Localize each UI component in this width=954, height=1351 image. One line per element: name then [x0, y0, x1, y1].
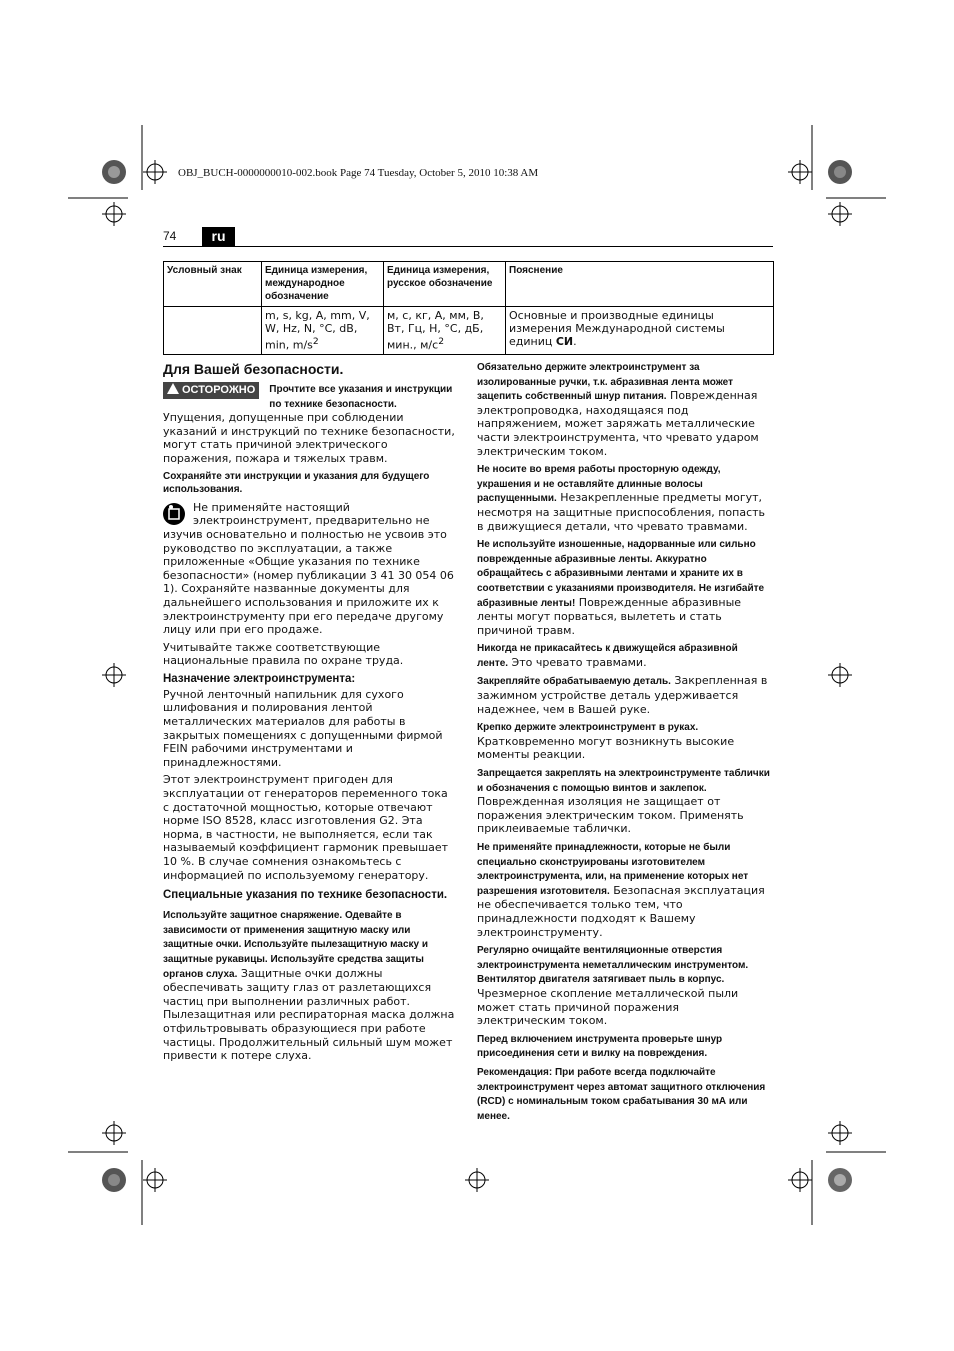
list-item	[477, 1065, 770, 1123]
read-manual-icon	[163, 503, 185, 525]
list-item	[477, 360, 770, 458]
list-item	[477, 537, 770, 637]
warning-bold: Прочтите все указания и инструкции по технике безопасности.	[269, 384, 453, 410]
list-item	[477, 720, 770, 762]
table-header: Единица измерения, международное обозначение	[262, 262, 384, 307]
item-bold: Рекомендация: При работе всегда подключайте электроинструмент через автомат защитного отключения (RCD) с номинальным током срабатывания 30 мА или менее.	[477, 1066, 766, 1122]
warning-triangle-icon	[167, 383, 179, 394]
section-heading: Для Вашей безопасности.	[163, 361, 344, 377]
manual-paragraph	[163, 501, 456, 637]
list-item	[477, 766, 770, 836]
item-bold: Не используйте изношенные, надорванные или сильно поврежденные абразивные ленты. Аккуратно обращайтесь с абразивными лентами и храните их в соответствии с указаниями производителя. Не изгибайте абразивные ленты!	[477, 539, 765, 609]
item-text: Поврежденные абразивные ленты могут порваться, вылететь и стать причиной травм.	[477, 595, 742, 637]
right-column	[477, 360, 770, 1127]
warning-badge	[163, 382, 259, 399]
item-text: Поврежденная электропроводка, находящаяся под напряжением, может заряжать металлические части электроинструмента, что чревато ударом электрическим током.	[477, 389, 759, 458]
header-rule	[163, 246, 773, 247]
units-table	[163, 261, 774, 355]
national-rules: Учитывайте также соответствующие национальные правила по охране труда.	[163, 640, 404, 668]
special-heading: Специальные указания по технике безопасности.	[163, 889, 448, 902]
table-header-row	[164, 262, 774, 307]
table-header: Единица измерения, русское обозначение	[384, 262, 506, 307]
cell-text: Основные и производные единицы измерения Международной системы единиц	[509, 309, 725, 348]
item-bold: Перед включением инструмента проверьте шнур присоединения сети и вилку на повреждения.	[477, 1033, 723, 1060]
list-item	[477, 943, 770, 1028]
item-text: Безопасная эксплуатация не обеспечивается только тем, что принадлежности подходят к Вашему электроинструменту.	[477, 883, 765, 939]
list-item	[477, 840, 770, 939]
table-cell-symbol	[164, 307, 262, 355]
list-item	[477, 1032, 770, 1061]
left-column	[163, 360, 456, 1067]
protect-paragraph	[163, 908, 456, 1063]
item-bold: Крепко держите электроинструмент в руках.	[477, 722, 699, 734]
warning-text: Упущения, допущенные при соблюдении указаний и инструкций по технике безопасности, могут стать причиной электрического поражения, пожара и тяжелых травм.	[163, 411, 455, 465]
cell-sup: 2	[438, 336, 445, 347]
item-text: Кратковременно могут возникнуть высокие моменты реакции.	[477, 734, 735, 762]
protect-text: Защитные очки должны обеспечивать защиту глаз от разлетающихся частиц при выполнении различных работ. Пылезащитная или респираторная маска должна отфильтровывать образующиеся при работе частицы. Продолжительный сильный шум может привести к потере слуха.	[163, 966, 455, 1063]
purpose-text: Ручной ленточный напильник для сухого шлифования и полирования лентой металлических материалов для работы в закрытых помещениях с допущенными фирмой FEIN рабочими инструментами и принадлежностями.	[163, 687, 443, 769]
cell-sup: 2	[312, 336, 319, 347]
list-item	[477, 641, 770, 670]
cell-text: м, с, кг, А, мм, В, Вт, Гц, Н, °C, дБ, мин., м/с	[387, 309, 484, 352]
cell-text: m, s, kg, A, mm, V, W, Hz, N, °C, dB, min, m/s	[265, 309, 370, 352]
item-text: Это чревато травмами.	[508, 655, 647, 669]
table-cell-explanation	[506, 307, 774, 355]
table-header: Условный знак	[164, 262, 262, 307]
generator-text: Этот электроинструмент пригоден для эксплуатации от генераторов переменного тока с достаточной мощностью, которые отвечают норме ISO 8528, класс изготовления G2. Эта норма, в частности, не выполняется, если так называемый коэффициент гармоник превышает 10 %. В случае сомнения ознакомьтесь с информацией по используемому генератору.	[163, 773, 449, 882]
item-bold: Запрещается закреплять на электроинструменте таблички и обозначения с помощью винтов и заклепок.	[477, 768, 770, 794]
table-header: Пояснение	[506, 262, 774, 307]
language-tag: ru	[202, 227, 235, 246]
item-bold: Регулярно очищайте вентиляционные отверстия электроинструмента неметаллическим инструментом. Вентилятор двигателя затягивает пыль в корпус.	[477, 945, 749, 986]
item-text: Чрезмерное скопление металлической пыли может стать причиной поражения электрическим током.	[477, 986, 739, 1028]
print-slug: OBJ_BUCH-0000000010-002.book Page 74 Tuesday, October 5, 2010 10:38 AM	[178, 167, 539, 179]
keep-instructions: Сохраняйте эти инструкции и указания для будущего использования.	[163, 470, 430, 496]
protect-bold: Используйте защитное снаряжение. Одевайте в зависимости от применения защитную маску или защитные очки. Используйте пылезащитную маску и защитные рукавицы. Используйте средства защиты органов слуха.	[163, 910, 429, 980]
cell-text: .	[573, 335, 577, 348]
item-bold: Не применяйте принадлежности, которые не были специально сконструированы изготовителем электроинструмента, или, на применение которых нет разрешения изготовителя.	[477, 842, 749, 897]
item-bold: Никогда не прикасайтесь к движущейся абразивной ленте.	[477, 643, 738, 669]
warning-paragraph	[163, 382, 456, 466]
table-cell-international	[262, 307, 384, 355]
table-row	[164, 307, 774, 355]
item-text: Закрепленная в зажимном устройстве деталь удерживается надежнее, чем в Вашей руке.	[477, 674, 768, 716]
cell-bold: СИ	[555, 335, 574, 348]
purpose-heading: Назначение электроинструмента:	[163, 672, 356, 685]
item-text: Поврежденная изоляция не защищает от поражения электрическим током. Применять приклеиваемые таблички.	[477, 795, 744, 836]
item-bold: Обязательно держите электроинструмент за изолированные ручки, т.к. абразивная лента может зацепить собственный шнур питания.	[477, 362, 733, 403]
item-bold: Не носите во время работы просторную одежду, украшения и не оставляйте длинные волосы распущенными.	[477, 464, 721, 505]
page-number: 74	[163, 229, 177, 243]
item-text: Незакрепленные предметы могут, несмотря на защитные приспособления, попасть в движущиеся детали, что чревато травмами.	[477, 491, 766, 533]
warning-label: ОСТОРОЖНО	[182, 384, 256, 396]
item-bold: Закрепляйте обрабатываемую деталь.	[477, 676, 671, 688]
manual-text: Не применяйте настоящий электроинструмент, предварительно не изучив основательно и полностью не усвоив это руководство по эксплуатации, а также приложенные «Общие указания по технике безопасности» (номер публикации 3 41 30 054 06 1). Сохраняйте названные документы для дальнейшего использования и приложите их к электроинструменту при его передаче другому лицу или при его продаже.	[163, 500, 454, 637]
list-item	[477, 462, 770, 533]
list-item	[477, 674, 770, 716]
table-cell-russian	[384, 307, 506, 355]
